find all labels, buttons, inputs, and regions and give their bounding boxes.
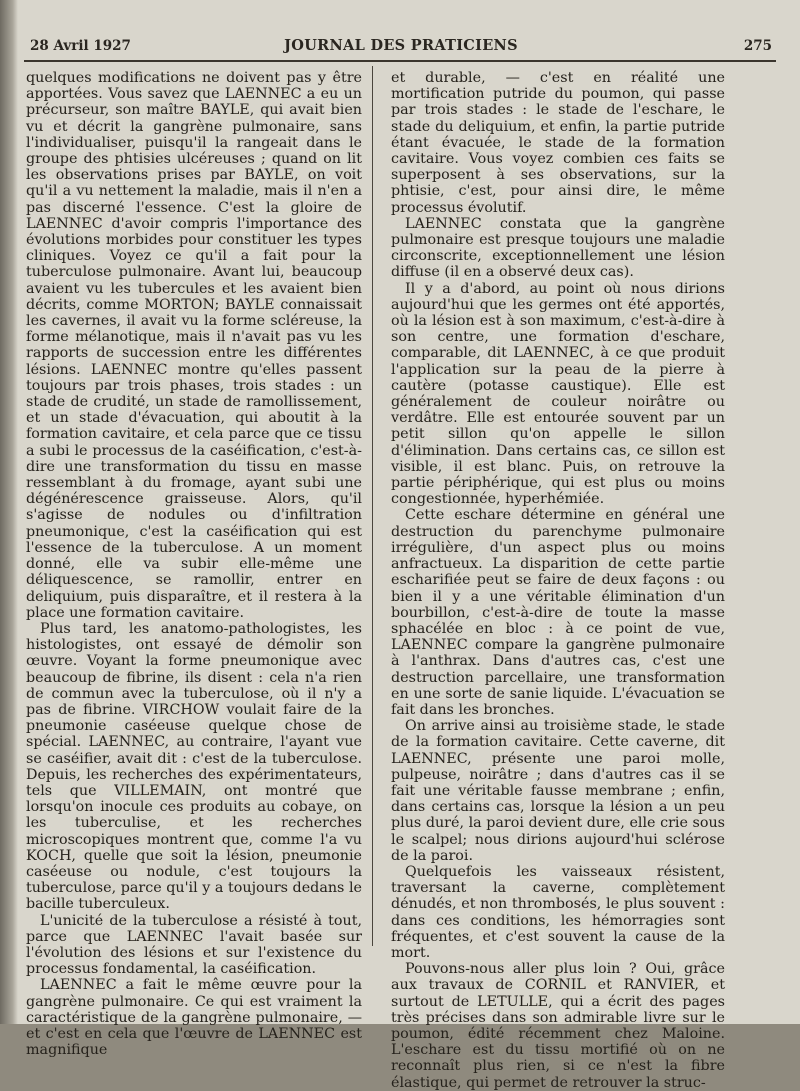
paragraph: et durable, — c'est en réalité une mortification putride du poumon, qui passe par trois stades : le stade de l'eschare, le stade du deliquium, et enfin, la partie putride étant évacuée, le stade de la formation cavitaire. Vous voyez combien ces faits se superposent à ses observations, sur la phtisie, c'est, pour ainsi dire, le même processus évolutif. bbox=[391, 70, 725, 216]
paragraph: quelques modifications ne doivent pas y être apportées. Vous savez que LAENNEC a eu un précurseur, son maître BAYLE, qui avait bien vu et décrit la gangrène pulmonaire, sans l'individualiser, puisqu'il la rangeait dans le groupe des phtisies ulcéreuses ; quand on lit les observations prises par BAYLE, on voit qu'il a vu nettement la maladie, mais il n'en a pas discerné l'essence. C'est la gloire de LAENNEC d'avoir compris l'importance des évolutions morbides pour constituer les types cliniques. Voyez ce qu'il a fait pour la tuberculose pulmonaire. Avant lui, beaucoup avaient vu les tubercules et les avaient bien décrits, comme MORTON; BAYLE connaissait les cavernes, il avait vu la forme scléreuse, la forme mélanotique, mais il n'avait pas vu les rapports de succession entre les différentes lésions. LAENNEC montre qu'elles passent toujours par trois phases, trois stades : un stade de crudité, un stade de ramollissement, et un stade d'évacuation, qui aboutit à la formation cavitaire, et cela parce que ce tissu a subi le processus de la caséification, c'est-à-dire une transformation du tissu en masse ressemblant à du fromage, ayant subi une dégénérescence graisseuse. Alors, qu'il s'agisse de nodules ou d'infiltration pneumonique, c'est la caséification qui est l'essence de la tuberculose. A un moment donné, elle va subir elle-même une déliquescence, se ramollir, entrer en deliquium, puis disparaître, et il restera à la place une formation cavitaire. bbox=[26, 70, 362, 621]
left-column bbox=[26, 70, 362, 1058]
right-column bbox=[391, 70, 725, 1091]
paragraph: LAENNEC a fait le même œuvre pour la gangrène pulmonaire. Ce qui est vraiment la caractéristique de la gangrène pulmonaire, — et c'est en cela que l'œuvre de LAENNEC est magnifique bbox=[26, 977, 362, 1059]
paragraph: Plus tard, les anatomo-pathologistes, les histologistes, ont essayé de démolir son œuvre. Voyant la forme pneumonique avec beaucoup de fibrine, ils disent : cela n'a rien de commun avec la tuberculose, où il n'y a pas de fibrine. VIRCHOW voulait faire de la pneumonie caséeuse quelque chose de spécial. LAENNEC, au contraire, l'ayant vue se caséifier, avait dit : c'est de la tuberculose. Depuis, les recherches des expérimentateurs, tels que VILLEMAIN, ont montré que lorsqu'on inocule ces produits au cobaye, on les tuberculise, et les recherches microscopiques montrent que, comme l'a vu KOCH, quelle que soit la lésion, pneumonie caséeuse ou nodule, c'est toujours la tuberculose, parce qu'il y a toujours dedans le bacille tuberculeux. bbox=[26, 620, 362, 913]
paragraph: Cette eschare détermine en général une destruction du parenchyme pulmonaire irrégulière, d'un aspect plus ou moins anfractueux. La disparition de cette partie escharifiée peut se faire de deux façons : ou bien il y a une véritable élimination d'un bourbillon, c'est-à-dire de toute la masse sphacélée en bloc : à ce point de vue, LAENNEC compare la gangrène pulmonaire à l'anthrax. Dans d'autres cas, c'est une destruction parcellaire, une transformation en une sorte de sanie liquide. L'évacuation se fait dans les bronches. bbox=[391, 507, 725, 718]
paragraph: Il y a d'abord, au point où nous dirions aujourd'hui que les germes ont été apportés, où la lésion est à son maximum, c'est-à-dire à son centre, une formation d'eschare, comparable, dit LAENNEC, à ce que produit l'application sur la peau de la pierre à cautère (potasse caustique). Elle est généralement de couleur noirâtre ou verdâtre. Elle est entourée souvent par un petit sillon qu'on appelle le sillon d'élimination. Dans certains cas, ce sillon est visible, il est blanc. Puis, on retrouve la partie périphérique, qui est plus ou moins congestionnée, hyperhémiée. bbox=[391, 280, 725, 508]
paragraph: Quelquefois les vaisseaux résistent, traversant la caverne, complètement dénudés, et non thrombosés, le plus souvent : dans ces conditions, les hémorragies sont fréquentes, et c'est souvent la cause de la mort. bbox=[391, 863, 725, 961]
page-number: 275 bbox=[743, 38, 772, 54]
issue-date: 28 Avril 1927 bbox=[30, 38, 131, 54]
column-divider bbox=[372, 66, 373, 946]
paragraph: L'unicité de la tuberculose a résisté à tout, parce que LAENNEC l'avait basée sur l'évolution des lésions et sur l'existence du processus fondamental, la caséification. bbox=[26, 912, 362, 978]
header-rule bbox=[24, 60, 776, 62]
page-header bbox=[30, 34, 772, 56]
paragraph: On arrive ainsi au troisième stade, le stade de la formation cavitaire. Cette caverne, dit LAENNEC, présente une paroi molle, pulpeuse, noirâtre ; dans d'autres cas il se fait une véritable fausse membrane ; enfin, dans certains cas, lorsque la lésion a un peu plus duré, la paroi devient dure, elle crie sous le scalpel; nous dirions aujourd'hui sclérose de la paroi. bbox=[391, 718, 725, 864]
paragraph: Pouvons-nous aller plus loin ? Oui, grâce aux travaux de CORNIL et RANVIER, et surtout de LETULLE, qui a écrit des pages très précises dans son admirable livre sur le poumon, édité récemment chez Maloine. L'eschare est du tissu mortifié où on ne reconnaît plus rien, si ce n'est la fibre élastique, qui permet de retrouver la struc- bbox=[391, 961, 725, 1091]
page-binding-shadow bbox=[0, 0, 18, 1024]
journal-title: JOURNAL DES PRATICIENS bbox=[284, 37, 518, 54]
paragraph: LAENNEC constata que la gangrène pulmonaire est presque toujours une maladie circonscrite, exceptionnellement une lésion diffuse (il en a observé deux cas). bbox=[391, 215, 725, 281]
